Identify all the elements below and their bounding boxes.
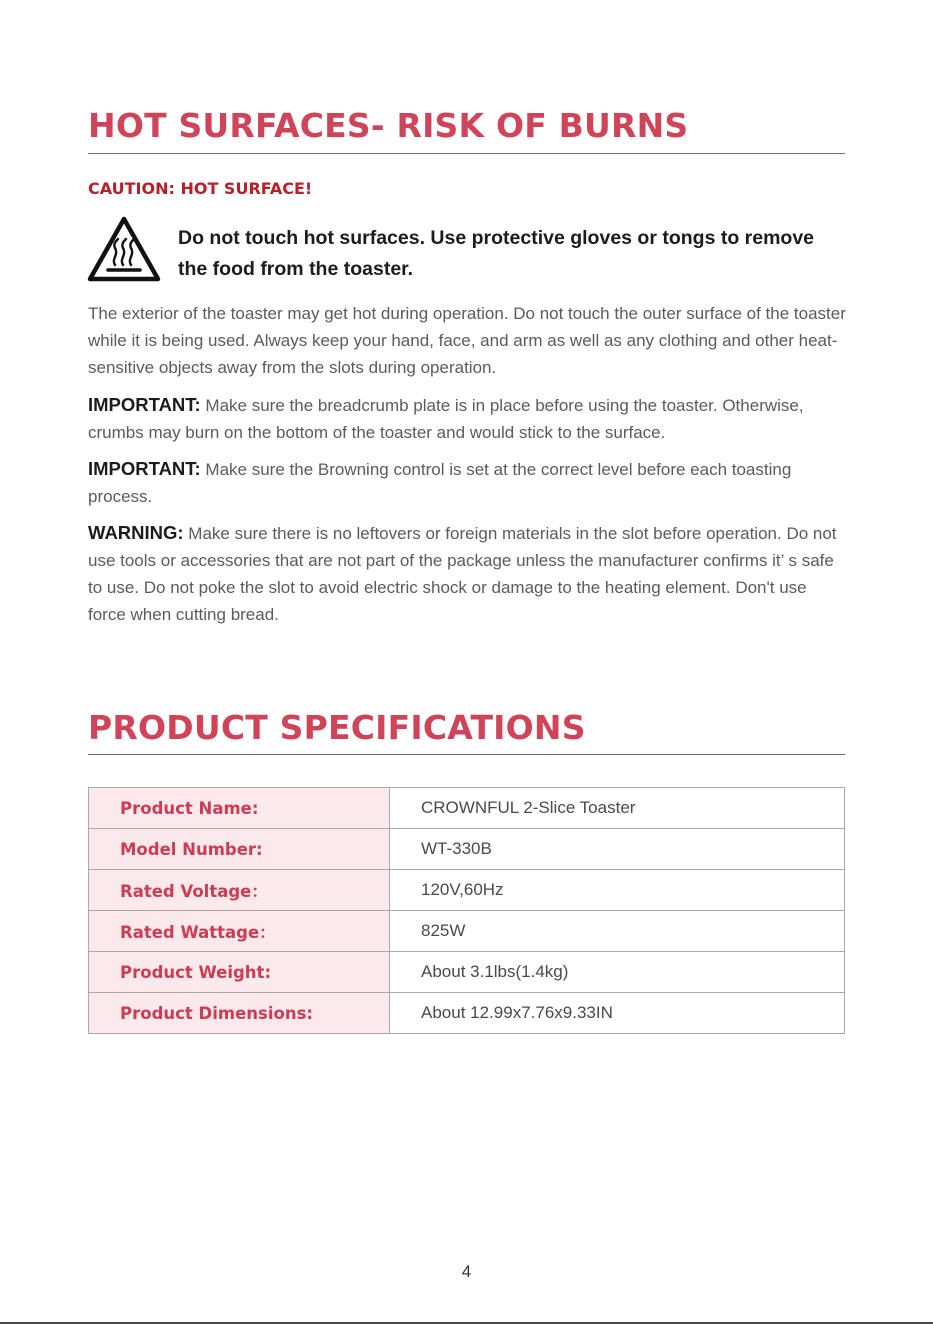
warning-text: Make sure there is no leftovers or foreign materials in the slot before operation. Do not use tools or accessories that are not part of the package unless the manufacturer confirms it’ s safe to use. Do not poke the slot to avoid electric shock or damage to the heating element. Don't use force when cutting bread. [88,524,837,624]
caution-label: CAUTION: HOT SURFACE! [88,179,313,198]
important-text: Make sure the Browning control is set at the correct level before each toasting process. [88,460,792,506]
spec-label: Product Dimensions: [89,993,390,1034]
heading-rule [88,754,845,755]
exterior-paragraph: The exterior of the toaster may get hot during operation. Do not touch the outer surface of the toaster while it is being used. Always keep your hand, face, and arm as well as any clothing and other heat-sensitive objects away from the slots during operation. [88,304,846,377]
product-specs-heading: PRODUCT SPECIFICATIONS [88,708,586,747]
spec-label: Model Number: [89,829,390,870]
important-paragraph-2 [88,455,848,510]
table-row [89,993,845,1034]
warning-label: WARNING: [88,522,184,543]
important-text: Make sure the breadcrumb plate is in place before using the toaster. Otherwise, crumbs may burn on the bottom of the toaster and would stick to the surface. [88,396,804,442]
page-number: 4 [461,1262,472,1281]
spec-label: Product Name: [89,788,390,829]
warning-paragraph [88,519,848,628]
hot-surface-warning-icon [86,214,162,284]
heading-rule [88,153,845,154]
spec-label: Rated Voltage： [89,870,390,911]
spec-value: CROWNFUL 2-Slice Toaster [390,788,845,829]
spec-label: Rated Wattage： [89,911,390,952]
spec-value: 825W [390,911,845,952]
spec-table [88,787,845,1034]
spec-value: WT-330B [390,829,845,870]
important-label: IMPORTANT: [88,458,201,479]
spec-value: About 12.99x7.76x9.33IN [390,993,845,1034]
hot-surfaces-heading: HOT SURFACES- RISK OF BURNS [88,106,689,145]
spec-value: 120V,60Hz [390,870,845,911]
table-row [89,870,845,911]
table-row [89,829,845,870]
table-row [89,788,845,829]
spec-label: Product Weight: [89,952,390,993]
warning-lead-text: Do not touch hot surfaces. Use protective gloves or tongs to remove the food from the toaster. [178,227,815,280]
important-paragraph-1 [88,391,848,446]
table-row [89,911,845,952]
spec-value: About 3.1lbs(1.4kg) [390,952,845,993]
table-row [89,952,845,993]
important-label: IMPORTANT: [88,394,201,415]
